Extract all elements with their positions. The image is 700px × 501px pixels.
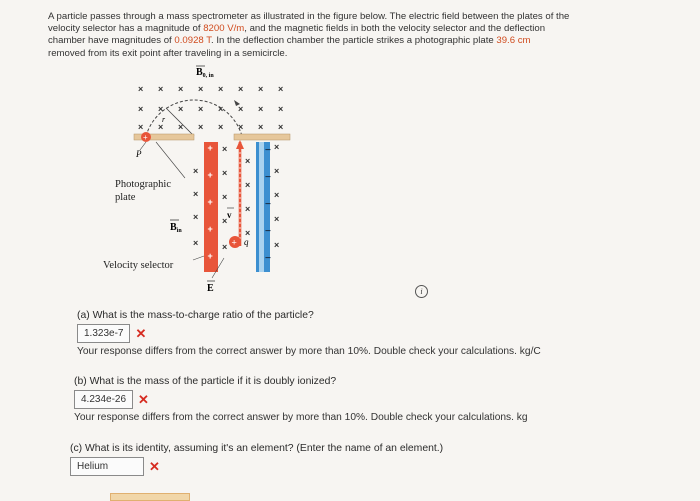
bin-label: $B_{in}$	[170, 222, 182, 234]
field-x-mark: ×	[178, 84, 184, 94]
minus-sign: −	[265, 253, 271, 264]
part-b	[74, 376, 528, 423]
next-part-strip	[110, 493, 190, 501]
minus-sign: −	[265, 145, 271, 156]
field-x-mark: ×	[193, 189, 199, 199]
velocity-selector-label: Velocity selector	[103, 260, 174, 271]
part-b-wrong-icon: ✕	[138, 392, 149, 407]
field-x-mark: ×	[245, 204, 251, 214]
field-x-mark: ×	[193, 212, 199, 222]
part-c	[70, 443, 443, 476]
field-x-mark: ×	[193, 238, 199, 248]
field-x-mark: ×	[178, 122, 184, 132]
velocity-arrow	[236, 140, 244, 149]
problem-line-2b: , and the magnetic fields in both the velocity selector and the deflection	[244, 23, 546, 35]
field-x-mark: ×	[278, 104, 284, 114]
problem-line-1: A particle passes through a mass spectrometer as illustrated in the figure below. The electric field between the plates of the	[48, 11, 570, 22]
plate-label-line-1: Photographic	[115, 179, 171, 190]
part-a-answer-row	[77, 324, 541, 343]
field-x-mark: ×	[198, 84, 204, 94]
field-x-mark: ×	[245, 228, 251, 238]
plus-sign: +	[207, 143, 213, 153]
velocity-label: v	[227, 210, 232, 220]
field-x-mark: ×	[245, 180, 251, 190]
b0-label: $B_{0, in}$	[196, 67, 214, 79]
selector-pointer	[193, 256, 204, 260]
part-c-wrong-icon: ✕	[149, 459, 160, 474]
electric-field-value: 8200 V/m	[203, 23, 245, 35]
field-x-mark: ×	[222, 216, 228, 226]
field-x-mark: ×	[158, 84, 164, 94]
e-field-label: E	[207, 283, 214, 294]
field-x-mark: ×	[158, 104, 164, 114]
field-x-mark: ×	[245, 156, 251, 166]
plate-label-line-2: plate	[115, 192, 136, 203]
q-label: q	[244, 237, 249, 247]
p-label: P	[136, 149, 142, 159]
plus-sign: +	[207, 197, 213, 207]
part-a-feedback: Your response differs from the correct answer by more than 10%. Double check your calculations. kg/C	[77, 346, 541, 357]
part-a	[77, 310, 541, 357]
distance-value: 39.6 cm	[496, 35, 531, 47]
field-x-mark: ×	[274, 166, 280, 176]
field-x-mark: ×	[274, 214, 280, 224]
field-x-mark: ×	[222, 168, 228, 178]
problem-line-3b: . In the deflection chamber the particle strikes a photographic plate	[211, 35, 497, 47]
plus-sign: +	[207, 170, 213, 180]
part-b-feedback: Your response differs from the correct answer by more than 10%. Double check your calculations. kg	[74, 412, 528, 423]
plate-pointer	[156, 142, 185, 178]
part-c-question: (c) What is its identity, assuming it's an element? (Enter the name of an element.)	[70, 443, 444, 454]
problem-line-3a: chamber have magnitudes of	[48, 35, 175, 47]
field-x-mark: ×	[278, 122, 284, 132]
particle-at-p-sign: +	[143, 133, 148, 142]
field-x-mark: ×	[178, 104, 184, 114]
field-x-mark: ×	[258, 104, 264, 114]
problem-statement	[48, 11, 648, 60]
field-x-mark: ×	[222, 144, 228, 154]
field-x-mark: ×	[238, 84, 244, 94]
problem-line-2a: velocity selector has a magnitude of	[48, 23, 204, 35]
field-x-mark: ×	[258, 84, 264, 94]
field-x-mark: ×	[158, 122, 164, 132]
plus-sign: +	[207, 251, 213, 261]
part-a-answer-input[interactable]: 1.323e-7	[77, 324, 130, 343]
mass-spectrometer-figure	[100, 56, 300, 296]
part-c-answer-row	[70, 457, 443, 476]
negative-plate-highlight	[259, 142, 264, 272]
field-x-mark: ×	[238, 122, 244, 132]
field-x-mark: ×	[198, 104, 204, 114]
field-x-mark: ×	[238, 104, 244, 114]
minus-sign: −	[265, 226, 271, 237]
problem-line-4: removed from its exit point after traveling in a semicircle.	[48, 47, 288, 59]
field-x-mark: ×	[222, 192, 228, 202]
part-b-answer-input[interactable]: 4.234e-26	[74, 390, 133, 409]
field-x-mark: ×	[218, 104, 224, 114]
part-c-answer-input[interactable]: Helium	[70, 457, 144, 476]
part-b-answer-row	[74, 390, 528, 409]
field-x-mark: ×	[274, 142, 280, 152]
part-a-wrong-icon: ✕	[135, 326, 147, 341]
particle-q-sign: +	[231, 237, 237, 248]
minus-sign: −	[265, 172, 271, 183]
magnetic-field-value: 0.0928 T	[174, 35, 212, 47]
field-x-mark: ×	[138, 122, 144, 132]
plus-sign: +	[207, 224, 213, 234]
field-x-mark: ×	[138, 104, 144, 114]
field-x-mark: ×	[198, 122, 204, 132]
part-a-question: (a) What is the mass-to-charge ratio of the particle?	[77, 310, 314, 321]
field-x-mark: ×	[193, 166, 199, 176]
field-x-mark: ×	[222, 242, 228, 252]
plate-right	[234, 134, 290, 140]
field-x-mark: ×	[138, 84, 144, 94]
field-x-mark: ×	[278, 84, 284, 94]
minus-sign: −	[265, 199, 271, 210]
radius-label: r	[162, 115, 166, 124]
info-icon[interactable]: i	[415, 285, 428, 298]
field-x-mark: ×	[218, 122, 224, 132]
field-x-mark: ×	[258, 122, 264, 132]
part-b-question: (b) What is the mass of the particle if it is doubly ionized?	[74, 376, 337, 387]
field-x-mark: ×	[218, 84, 224, 94]
field-x-mark: ×	[274, 190, 280, 200]
field-x-mark: ×	[274, 240, 280, 250]
